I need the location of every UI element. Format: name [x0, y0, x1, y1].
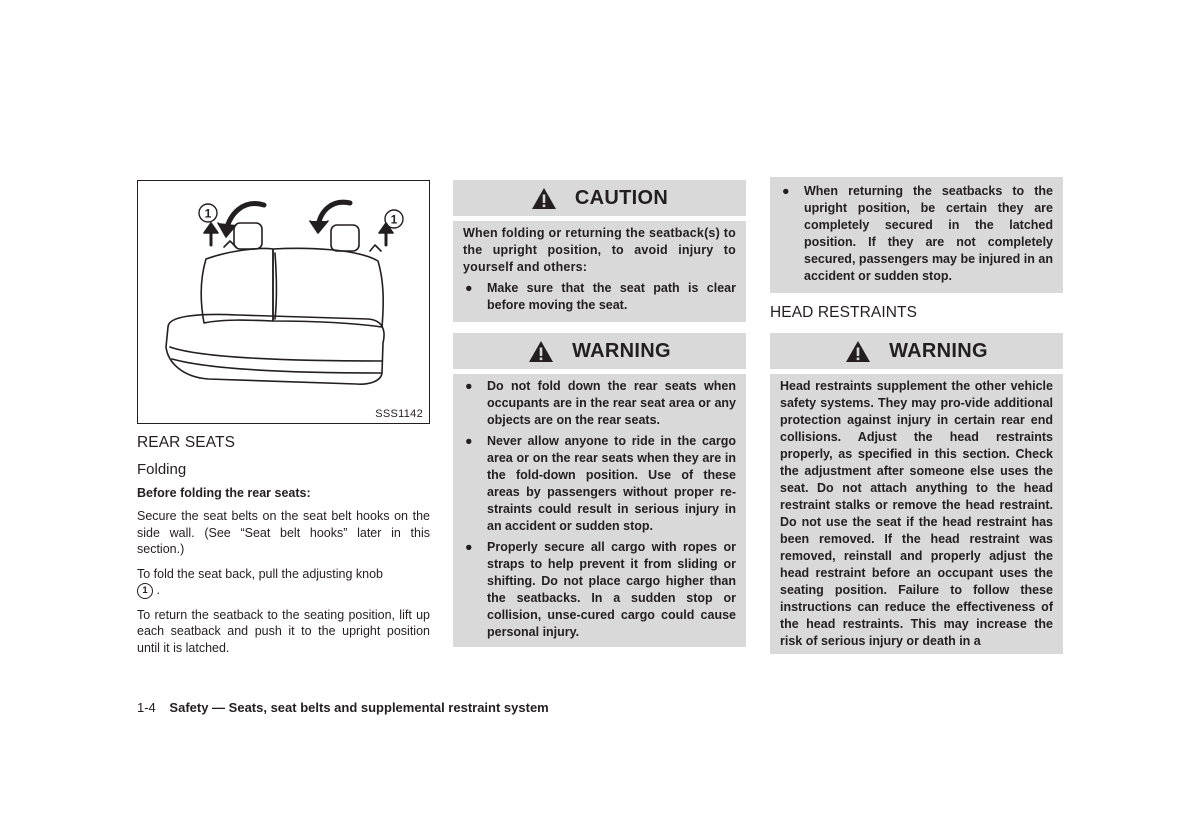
callout-1-inline: 1: [137, 583, 153, 599]
head-restraints-warning-text: Head restraints supplement the other vehicle safety systems. They may pro-vide additional protection against injury in certain rear end collisions. Adjust the head restraints properly, as specified in this section. Check the adjustment after someone else uses the seat. Do not attach anything to the head restraint stalks or remove the head restraint. Do not use the seat if the head restraint has been removed. If the head restraint was removed, reinstall and properly adjust the head restraint before an occupant uses the seating position. Failure to follow these instructions can reduce the effectiveness of the head restraints. This may increase the risk of serious injury or death in a: [780, 379, 1053, 648]
list-item: [463, 378, 736, 429]
warning-header: [463, 333, 736, 369]
bullet-text: When returning the seatbacks to the upright position, be certain they are completely secured in the latched position. If they are not completely secured, passengers may be injured in an accident or sudden stop.: [804, 184, 1053, 283]
folding-subheading: Folding: [137, 461, 187, 478]
caution-header: [463, 180, 736, 216]
callout-1-right: 1: [390, 212, 398, 227]
continued-warning-box: [770, 177, 1063, 293]
caution-intro: When folding or returning the seatback(s) to the upright position, to avoid injury to yourself and others:: [463, 226, 736, 274]
warning-header: [780, 333, 1053, 369]
caution-box: [453, 180, 746, 322]
right-column: [770, 177, 1063, 654]
bullet-text: Do not fold down the rear seats when occupants are in the rear seat area or any objects are on the rear seats.: [487, 379, 736, 427]
bullet-dot: ●: [465, 540, 473, 554]
bullet-dot: ●: [782, 184, 790, 198]
box-divider: [453, 369, 746, 374]
rear-seat-figure: [137, 180, 430, 424]
list-item: [780, 183, 1053, 285]
middle-column: [453, 180, 746, 647]
return-seatback-paragraph: To return the seatback to the seating position, lift up each seatback and push it to the upright position until it is latched.: [137, 607, 430, 655]
section-title: Safety — Seats, seat belts and supplemental restraint system: [169, 700, 549, 715]
warning-title: WARNING: [572, 339, 671, 362]
caution-bullets: [463, 280, 736, 314]
bullet-dot: ●: [465, 434, 473, 448]
rear-seats-heading: REAR SEATS: [137, 434, 236, 451]
continued-bullets: [780, 183, 1053, 285]
list-item: [463, 433, 736, 535]
fold-text-end: .: [156, 583, 160, 597]
warning-triangle-icon: [528, 340, 554, 363]
bullet-text: Properly secure all cargo with ropes or straps to help prevent it from sliding or shifting. Do not place cargo higher than the seatbacks. In a sudden stop or collision, unse-cured cargo could cause personal injury.: [487, 540, 736, 639]
bullet-text: Never allow anyone to ride in the cargo area or on the rear seats when they are in the fold-down position. Use of these areas by passengers without proper re-straints could result in serious injury in an accident or sudden stop.: [487, 434, 736, 533]
warning-title: WARNING: [889, 339, 988, 362]
page-number: 1-4: [137, 700, 156, 715]
list-item: [463, 280, 736, 314]
warning-bullets: [463, 378, 736, 641]
warning-box-rear-seats: [453, 333, 746, 647]
before-folding-label: Before folding the rear seats:: [137, 486, 311, 500]
list-item: [463, 539, 736, 641]
seat-illustration: [138, 181, 429, 423]
bullet-dot: ●: [465, 379, 473, 393]
left-column: [137, 180, 430, 656]
seat-belt-hooks-paragraph: Secure the seat belts on the seat belt hooks on the side wall. (See “Seat belt hooks” later in this section.): [137, 509, 430, 556]
page-footer: [137, 700, 549, 715]
warning-triangle-icon: [845, 340, 871, 363]
fold-seat-back-paragraph: [137, 566, 430, 599]
box-divider: [770, 369, 1063, 374]
callout-1-left: 1: [204, 206, 212, 221]
bullet-text: Make sure that the seat path is clear before moving the seat.: [487, 281, 736, 312]
caution-title: CAUTION: [574, 186, 669, 209]
fold-text: To fold the seat back, pull the adjusting knob: [137, 566, 383, 581]
box-divider: [453, 216, 746, 221]
figure-code: SSS1142: [375, 408, 423, 420]
head-restraints-heading: HEAD RESTRAINTS: [770, 304, 918, 321]
warning-box-head-restraints: [770, 333, 1063, 654]
warning-triangle-icon: [531, 187, 557, 210]
bullet-dot: ●: [465, 281, 473, 295]
